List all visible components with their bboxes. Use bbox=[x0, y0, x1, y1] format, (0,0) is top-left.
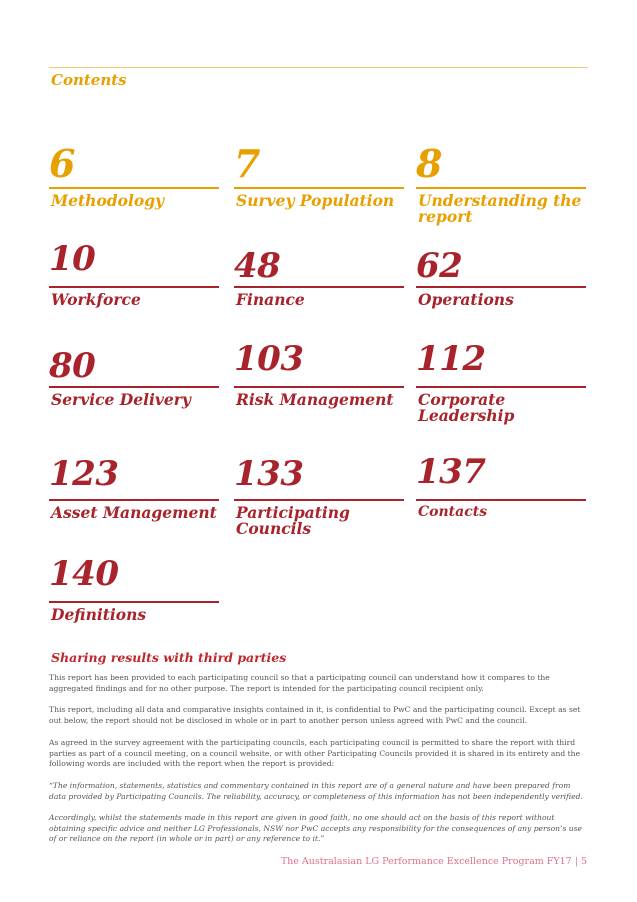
toc-page-number: 62 bbox=[416, 246, 463, 286]
toc-page-number: 10 bbox=[49, 239, 96, 279]
toc-entry-finance[interactable] bbox=[234, 240, 404, 312]
toc-rule bbox=[416, 286, 586, 288]
toc-page-number: 140 bbox=[49, 554, 119, 594]
header-rule bbox=[49, 67, 588, 68]
toc-label: Survey Population bbox=[236, 191, 395, 210]
toc-rule bbox=[49, 601, 219, 603]
toc-entry-risk-management[interactable] bbox=[234, 340, 404, 412]
toc-page-number: 8 bbox=[416, 141, 442, 186]
toc-label: Asset Management bbox=[51, 503, 217, 522]
toc-label: Contacts bbox=[418, 504, 488, 520]
toc-rule bbox=[49, 286, 219, 288]
toc-entry-asset-management[interactable] bbox=[49, 455, 219, 527]
toc-rule bbox=[49, 499, 219, 501]
toc-rule bbox=[416, 499, 586, 501]
toc-rule bbox=[49, 386, 219, 388]
toc-entry-participating-councils[interactable] bbox=[234, 455, 404, 545]
toc-page-number: 48 bbox=[234, 246, 281, 286]
toc-label: Participating Councils bbox=[236, 503, 350, 538]
toc-entry-definitions[interactable] bbox=[49, 555, 219, 627]
toc-page-number: 112 bbox=[416, 339, 486, 379]
toc-entry-service-delivery[interactable] bbox=[49, 340, 219, 412]
toc-entry-operations[interactable] bbox=[416, 240, 586, 312]
sharing-heading: Sharing results with third parties bbox=[51, 650, 287, 665]
toc-entry-workforce[interactable] bbox=[49, 240, 219, 312]
toc-entry-methodology[interactable] bbox=[49, 143, 219, 213]
toc-page-number: 7 bbox=[234, 141, 260, 186]
toc-rule bbox=[234, 499, 404, 501]
toc-label: Understanding the report bbox=[418, 191, 582, 226]
toc-page-number: 80 bbox=[49, 346, 96, 386]
toc-rule bbox=[234, 286, 404, 288]
sharing-paragraph-1: This report has been provided to each participating council so that a participating council can understand how it compares to the aggregated findings and for no other purpose. The report is intended for the participating council recipient only. bbox=[49, 673, 550, 693]
toc-page-number: 6 bbox=[49, 141, 75, 186]
toc-label: Service Delivery bbox=[51, 390, 191, 409]
toc-rule bbox=[416, 187, 586, 189]
toc-entry-corporate-leadership[interactable] bbox=[416, 340, 586, 430]
toc-rule bbox=[234, 187, 404, 189]
toc-label: Corporate Leadership bbox=[418, 390, 515, 425]
sharing-quote-2: Accordingly, whilst the statements made in this report are given in good faith, no one should act on the basis of this report without obtaining specific advice and neither LG Professionals, NSW nor PwC accepts any responsibility for the consequences of any person’s use of or reliance on the report (in whole or in part) or any reference to it.” bbox=[49, 813, 583, 843]
toc-label: Definitions bbox=[51, 605, 147, 624]
toc-rule bbox=[234, 386, 404, 388]
toc-label: Methodology bbox=[51, 191, 165, 210]
toc-rule bbox=[49, 187, 219, 189]
toc-entry-contacts[interactable] bbox=[416, 452, 586, 527]
toc-page-number: 103 bbox=[234, 339, 304, 379]
toc-page-number: 137 bbox=[416, 452, 486, 492]
toc-page-number: 133 bbox=[234, 454, 304, 494]
toc-label: Workforce bbox=[51, 290, 141, 309]
toc-label: Operations bbox=[418, 290, 514, 309]
sharing-paragraph-2: This report, including all data and comparative insights contained in it, is confidential to PwC and the participating council. Except as set out below, the report should not be disclosed in whole or in part to another person unless agreed with PwC and the council. bbox=[49, 705, 581, 725]
page-title: Contents bbox=[51, 71, 127, 89]
toc-rule bbox=[416, 386, 586, 388]
sharing-paragraph-3: As agreed in the survey agreement with the participating councils, each participating council is permitted to share the report with third parties as part of a council meeting, on a council website, or with other Participating Councils provided it is shared in its entirety and the following words are included with the report when the report is provided: bbox=[49, 738, 581, 768]
toc-label: Finance bbox=[236, 290, 305, 309]
page-footer: The Australasian LG Performance Excellence Program FY17 | 5 bbox=[280, 856, 587, 867]
toc-page-number: 123 bbox=[49, 454, 119, 494]
toc-entry-understanding-report[interactable] bbox=[416, 143, 586, 233]
toc-entry-survey-population[interactable] bbox=[234, 143, 404, 213]
toc-label: Risk Management bbox=[236, 390, 394, 409]
sharing-quote-1: “The information, statements, statistics and commentary contained in this report are of a general nature and have been prepared from data provided by Participating Councils. The reliability, accuracy, or completeness of this information has not been independently verified. bbox=[49, 781, 583, 801]
